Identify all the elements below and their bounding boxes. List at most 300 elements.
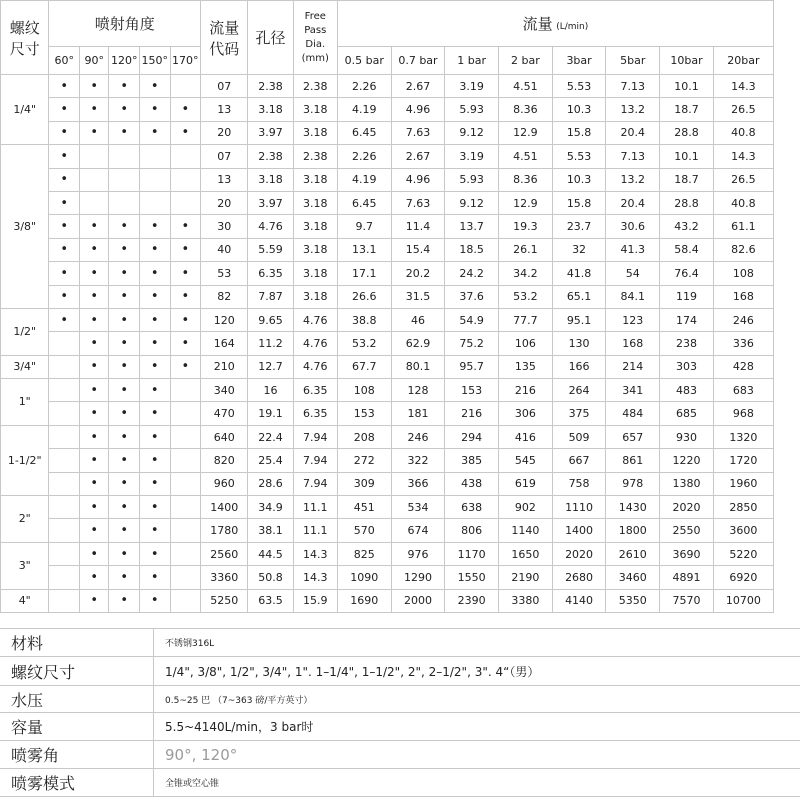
flow-value-cell: 1090 (337, 566, 391, 589)
flow-value-cell: 181 (391, 402, 445, 425)
flow-code-cell: 13 (201, 168, 248, 191)
properties-table (0, 628, 800, 797)
flow-value-cell: 65.1 (552, 285, 606, 308)
angle-cell: • (49, 98, 80, 121)
flow-value-cell: 26.6 (337, 285, 391, 308)
flow-value-cell: 62.9 (391, 332, 445, 355)
flow-value-cell: 43.2 (660, 215, 714, 238)
flow-value-cell: 2000 (391, 589, 445, 612)
flow-value-cell: 14.3 (713, 75, 773, 98)
angle-cell: • (79, 566, 108, 589)
flow-value-cell: 8.36 (499, 168, 553, 191)
angle-cell: • (139, 566, 170, 589)
table-row (1, 355, 774, 378)
angle-cell: • (49, 308, 80, 331)
angle-cell: • (139, 98, 170, 121)
angle-cell (49, 542, 80, 565)
flow-value-cell: 34.2 (499, 262, 553, 285)
table-row (1, 168, 774, 191)
flow-code-cell: 120 (201, 308, 248, 331)
flow-value-cell: 7.63 (391, 121, 445, 144)
pressure-header-5: 5bar (606, 47, 660, 75)
flow-value-cell: 385 (445, 449, 499, 472)
orifice-cell: 12.7 (248, 355, 293, 378)
flow-value-cell: 14.3 (713, 145, 773, 168)
flow-value-cell: 108 (337, 379, 391, 402)
flow-value-cell: 20.4 (606, 191, 660, 214)
flow-value-cell: 53.2 (337, 332, 391, 355)
flow-value-cell: 174 (660, 308, 714, 331)
angle-cell: • (109, 542, 140, 565)
flow-value-cell: 168 (713, 285, 773, 308)
free-pass-cell: 3.18 (293, 285, 337, 308)
flow-value-cell: 758 (552, 472, 606, 495)
flow-value-cell: 341 (606, 379, 660, 402)
flow-value-cell: 4.19 (337, 168, 391, 191)
flow-value-cell: 15.8 (552, 121, 606, 144)
flow-code-cell: 30 (201, 215, 248, 238)
flow-code-cell: 5250 (201, 589, 248, 612)
flow-value-cell: 8.36 (499, 98, 553, 121)
flow-value-cell: 17.1 (337, 262, 391, 285)
flow-code-cell: 13 (201, 98, 248, 121)
angle-cell: • (139, 75, 170, 98)
flow-value-cell: 4140 (552, 589, 606, 612)
angle-cell: • (170, 308, 201, 331)
flow-value-cell: 41.3 (606, 238, 660, 261)
angle-cell: • (109, 472, 140, 495)
flow-value-cell: 7.63 (391, 191, 445, 214)
angle-cell (49, 379, 80, 402)
angle-cell (49, 332, 80, 355)
flow-value-cell: 1220 (660, 449, 714, 472)
flow-code-cell: 82 (201, 285, 248, 308)
free-pass-cell: 4.76 (293, 308, 337, 331)
angle-cell: • (139, 472, 170, 495)
orifice-cell: 5.59 (248, 238, 293, 261)
flow-value-cell: 303 (660, 355, 714, 378)
table-row (1, 566, 774, 589)
orifice-cell: 9.65 (248, 308, 293, 331)
angle-cell: • (109, 332, 140, 355)
flow-value-cell: 10.3 (552, 98, 606, 121)
angle-cell: • (79, 308, 108, 331)
flow-value-cell: 5.53 (552, 75, 606, 98)
orifice-cell: 2.38 (248, 75, 293, 98)
flow-value-cell: 3380 (499, 589, 553, 612)
flow-value-cell: 2680 (552, 566, 606, 589)
angle-cell (49, 402, 80, 425)
flow-value-cell: 825 (337, 542, 391, 565)
angle-cell (49, 519, 80, 542)
flow-header (337, 1, 773, 47)
flow-value-cell: 54.9 (445, 308, 499, 331)
properties-body (0, 629, 800, 797)
free-pass-line3: Dia. (305, 38, 326, 50)
flow-value-cell: 18.7 (660, 98, 714, 121)
angle-cell: • (109, 496, 140, 519)
flow-value-cell: 1170 (445, 542, 499, 565)
pressure-header-4: 3bar (552, 47, 606, 75)
property-value: 全锥或空心锥 (154, 769, 800, 797)
flow-value-cell: 10700 (713, 589, 773, 612)
table-row (1, 472, 774, 495)
angle-cell: • (79, 379, 108, 402)
orifice-cell: 22.4 (248, 425, 293, 448)
orifice-cell: 34.9 (248, 496, 293, 519)
flow-code-cell: 820 (201, 449, 248, 472)
angle-cell (170, 496, 201, 519)
thread-size-cell: 3/4" (1, 355, 49, 378)
flow-value-cell: 128 (391, 379, 445, 402)
angle-cell: • (79, 262, 108, 285)
flow-value-cell: 309 (337, 472, 391, 495)
flow-value-cell: 40.8 (713, 191, 773, 214)
flow-value-cell: 153 (337, 402, 391, 425)
flow-value-cell: 1960 (713, 472, 773, 495)
angle-cell (109, 191, 140, 214)
flow-value-cell: 18.7 (660, 168, 714, 191)
table-row (1, 191, 774, 214)
angle-cell (170, 566, 201, 589)
flow-value-cell: 6920 (713, 566, 773, 589)
subheader-row (1, 47, 774, 75)
angle-cell: • (79, 98, 108, 121)
angle-cell: • (79, 472, 108, 495)
angle-cell (170, 168, 201, 191)
property-label: 喷雾角 (0, 741, 154, 769)
angle-cell (139, 145, 170, 168)
free-pass-cell: 2.38 (293, 145, 337, 168)
flow-value-cell: 4.51 (499, 145, 553, 168)
flow-value-cell: 10.3 (552, 168, 606, 191)
flow-value-cell: 6.45 (337, 121, 391, 144)
flow-value-cell: 20.4 (606, 121, 660, 144)
flow-value-cell: 53.2 (499, 285, 553, 308)
angle-cell: • (79, 238, 108, 261)
flow-value-cell: 509 (552, 425, 606, 448)
flow-code-cell: 20 (201, 121, 248, 144)
flow-value-cell: 76.4 (660, 262, 714, 285)
angle-cell: • (49, 262, 80, 285)
flow-value-cell: 861 (606, 449, 660, 472)
property-value: 不锈钢316L (154, 629, 800, 657)
flow-value-cell: 1650 (499, 542, 553, 565)
orifice-cell: 38.1 (248, 519, 293, 542)
flow-value-cell: 2190 (499, 566, 553, 589)
flow-value-cell: 28.8 (660, 191, 714, 214)
thread-size-cell: 4" (1, 589, 49, 612)
thread-size-header-line1: 螺纹 (9, 18, 40, 37)
free-pass-cell: 3.18 (293, 121, 337, 144)
flow-value-cell: 19.3 (499, 215, 553, 238)
angle-cell: • (49, 215, 80, 238)
free-pass-cell: 7.94 (293, 425, 337, 448)
thread-size-header-line2: 尺寸 (9, 39, 40, 58)
angle-cell: • (139, 402, 170, 425)
spray-angle-header: 喷射角度 (49, 1, 201, 47)
flow-value-cell: 168 (606, 332, 660, 355)
flow-value-cell: 685 (660, 402, 714, 425)
flow-value-cell: 3.19 (445, 75, 499, 98)
flow-value-cell: 75.2 (445, 332, 499, 355)
flow-value-cell: 2850 (713, 496, 773, 519)
free-pass-cell: 2.38 (293, 75, 337, 98)
angle-cell: • (109, 308, 140, 331)
angle-cell: • (49, 145, 80, 168)
angle-cell: • (79, 542, 108, 565)
orifice-cell: 63.5 (248, 589, 293, 612)
angle-cell (49, 472, 80, 495)
thread-size-header (1, 1, 49, 75)
angle-cell (170, 472, 201, 495)
angle-cell (49, 589, 80, 612)
angle-cell (49, 566, 80, 589)
flow-value-cell: 58.4 (660, 238, 714, 261)
angle-cell: • (109, 449, 140, 472)
flow-value-cell: 683 (713, 379, 773, 402)
flow-value-cell: 1400 (552, 519, 606, 542)
angle-cell (170, 191, 201, 214)
angle-cell (79, 145, 108, 168)
angle-cell: • (79, 449, 108, 472)
flow-value-cell: 1380 (660, 472, 714, 495)
angle-cell: • (170, 332, 201, 355)
flow-value-cell: 2020 (552, 542, 606, 565)
angle-cell: • (109, 402, 140, 425)
flow-code-cell: 07 (201, 75, 248, 98)
free-pass-cell: 14.3 (293, 542, 337, 565)
pressure-header-7: 20bar (713, 47, 773, 75)
flow-value-cell: 3600 (713, 519, 773, 542)
angle-cell: • (109, 215, 140, 238)
flow-unit: (L/min) (556, 22, 589, 32)
flow-value-cell: 902 (499, 496, 553, 519)
flow-value-cell: 806 (445, 519, 499, 542)
flow-code-header (201, 1, 248, 75)
angle-cell: • (139, 332, 170, 355)
angle-cell: • (139, 308, 170, 331)
flow-code-cell: 164 (201, 332, 248, 355)
angle-cell: • (109, 355, 140, 378)
angle-header-2: 120° (109, 47, 140, 75)
free-pass-cell: 11.1 (293, 496, 337, 519)
flow-code-cell: 3360 (201, 566, 248, 589)
flow-value-cell: 272 (337, 449, 391, 472)
angle-cell: • (170, 238, 201, 261)
free-pass-cell: 6.35 (293, 402, 337, 425)
flow-value-cell: 106 (499, 332, 553, 355)
angle-cell: • (109, 238, 140, 261)
flow-value-cell: 37.6 (445, 285, 499, 308)
free-pass-line1: Free (304, 10, 326, 22)
orifice-cell: 11.2 (248, 332, 293, 355)
flow-value-cell: 95.1 (552, 308, 606, 331)
angle-cell: • (49, 75, 80, 98)
flow-code-cell: 470 (201, 402, 248, 425)
angle-cell: • (170, 98, 201, 121)
flow-value-cell: 638 (445, 496, 499, 519)
angle-cell: • (139, 379, 170, 402)
angle-cell (139, 191, 170, 214)
flow-value-cell: 483 (660, 379, 714, 402)
table-row (1, 402, 774, 425)
pressure-header-6: 10bar (660, 47, 714, 75)
flow-value-cell: 306 (499, 402, 553, 425)
property-row (0, 769, 800, 797)
flow-value-cell: 322 (391, 449, 445, 472)
orifice-cell: 19.1 (248, 402, 293, 425)
angle-cell: • (139, 285, 170, 308)
angle-cell: • (139, 425, 170, 448)
flow-value-cell: 2390 (445, 589, 499, 612)
angle-cell: • (79, 75, 108, 98)
angle-cell: • (109, 262, 140, 285)
orifice-cell: 3.18 (248, 168, 293, 191)
flow-value-cell: 135 (499, 355, 553, 378)
angle-header-0: 60° (49, 47, 80, 75)
flow-value-cell: 26.5 (713, 98, 773, 121)
flow-value-cell: 7.13 (606, 145, 660, 168)
property-value: 5.5~4140L/min，3 bar时 (154, 713, 800, 741)
flow-value-cell: 214 (606, 355, 660, 378)
orifice-cell: 3.97 (248, 121, 293, 144)
orifice-cell: 3.18 (248, 98, 293, 121)
angle-cell (170, 75, 201, 98)
angle-cell: • (139, 519, 170, 542)
angle-cell: • (139, 589, 170, 612)
angle-cell (170, 519, 201, 542)
angle-cell: • (139, 262, 170, 285)
flow-value-cell: 123 (606, 308, 660, 331)
flow-value-cell: 40.8 (713, 121, 773, 144)
flow-value-cell: 95.7 (445, 355, 499, 378)
free-pass-header (293, 1, 337, 75)
flow-value-cell: 438 (445, 472, 499, 495)
free-pass-cell: 11.1 (293, 519, 337, 542)
flow-code-cell: 20 (201, 191, 248, 214)
thread-size-cell: 3/8" (1, 145, 49, 309)
property-value: 90°, 120° (154, 741, 800, 769)
thread-size-cell: 1/2" (1, 308, 49, 355)
flow-value-cell: 26.5 (713, 168, 773, 191)
flow-value-cell: 82.6 (713, 238, 773, 261)
flow-value-cell: 46 (391, 308, 445, 331)
flow-value-cell: 428 (713, 355, 773, 378)
flow-value-cell: 9.7 (337, 215, 391, 238)
orifice-cell: 16 (248, 379, 293, 402)
flow-value-cell: 3690 (660, 542, 714, 565)
angle-cell: • (109, 379, 140, 402)
property-label: 容量 (0, 713, 154, 741)
table-row (1, 145, 774, 168)
flow-value-cell: 1690 (337, 589, 391, 612)
flow-value-cell: 13.1 (337, 238, 391, 261)
flow-value-cell: 13.2 (606, 98, 660, 121)
flow-value-cell: 1550 (445, 566, 499, 589)
table-row (1, 238, 774, 261)
free-pass-cell: 3.18 (293, 215, 337, 238)
thread-size-cell: 3" (1, 542, 49, 589)
flow-value-cell: 13.7 (445, 215, 499, 238)
property-row (0, 741, 800, 769)
angle-cell (79, 168, 108, 191)
orifice-cell: 28.6 (248, 472, 293, 495)
flow-value-cell: 545 (499, 449, 553, 472)
angle-cell (170, 425, 201, 448)
flow-value-cell: 2020 (660, 496, 714, 519)
angle-cell: • (49, 238, 80, 261)
flow-value-cell: 5.93 (445, 98, 499, 121)
property-row (0, 629, 800, 657)
angle-cell: • (79, 589, 108, 612)
flow-value-cell: 10.1 (660, 75, 714, 98)
flow-value-cell: 26.1 (499, 238, 553, 261)
flow-value-cell: 15.8 (552, 191, 606, 214)
flow-value-cell: 416 (499, 425, 553, 448)
spec-table-body (1, 75, 774, 613)
flow-value-cell: 667 (552, 449, 606, 472)
flow-value-cell: 2.67 (391, 75, 445, 98)
pressure-header-0: 0.5 bar (337, 47, 391, 75)
angle-cell (109, 145, 140, 168)
flow-value-cell: 4.51 (499, 75, 553, 98)
flow-code-cell: 1400 (201, 496, 248, 519)
angle-cell (139, 168, 170, 191)
angle-cell: • (139, 215, 170, 238)
angle-header-3: 150° (139, 47, 170, 75)
flow-value-cell: 4891 (660, 566, 714, 589)
free-pass-cell: 3.18 (293, 168, 337, 191)
flow-value-cell: 166 (552, 355, 606, 378)
property-row (0, 686, 800, 713)
free-pass-cell: 3.18 (293, 238, 337, 261)
orifice-cell: 2.38 (248, 145, 293, 168)
angle-cell: • (79, 519, 108, 542)
angle-cell: • (49, 121, 80, 144)
angle-cell (170, 589, 201, 612)
flow-code-header-line2: 代码 (209, 39, 240, 58)
table-row (1, 496, 774, 519)
flow-value-cell: 238 (660, 332, 714, 355)
flow-header-label: 流量 (522, 15, 553, 33)
flow-value-cell: 54 (606, 262, 660, 285)
table-row (1, 98, 774, 121)
angle-cell: • (170, 215, 201, 238)
free-pass-cell: 3.18 (293, 262, 337, 285)
flow-value-cell: 246 (713, 308, 773, 331)
flow-value-cell: 1800 (606, 519, 660, 542)
angle-cell: • (139, 355, 170, 378)
flow-value-cell: 15.4 (391, 238, 445, 261)
flow-code-cell: 340 (201, 379, 248, 402)
flow-value-cell: 976 (391, 542, 445, 565)
flow-value-cell: 32 (552, 238, 606, 261)
flow-value-cell: 3460 (606, 566, 660, 589)
flow-value-cell: 1110 (552, 496, 606, 519)
flow-code-cell: 2560 (201, 542, 248, 565)
flow-code-cell: 960 (201, 472, 248, 495)
property-value: 0.5~25 巴 （7~363 磅/平方英寸） (154, 686, 800, 713)
flow-value-cell: 246 (391, 425, 445, 448)
table-row (1, 519, 774, 542)
free-pass-cell: 3.18 (293, 98, 337, 121)
orifice-cell: 44.5 (248, 542, 293, 565)
angle-cell: • (109, 566, 140, 589)
angle-header-4: 170° (170, 47, 201, 75)
angle-cell: • (79, 215, 108, 238)
flow-value-cell: 208 (337, 425, 391, 448)
